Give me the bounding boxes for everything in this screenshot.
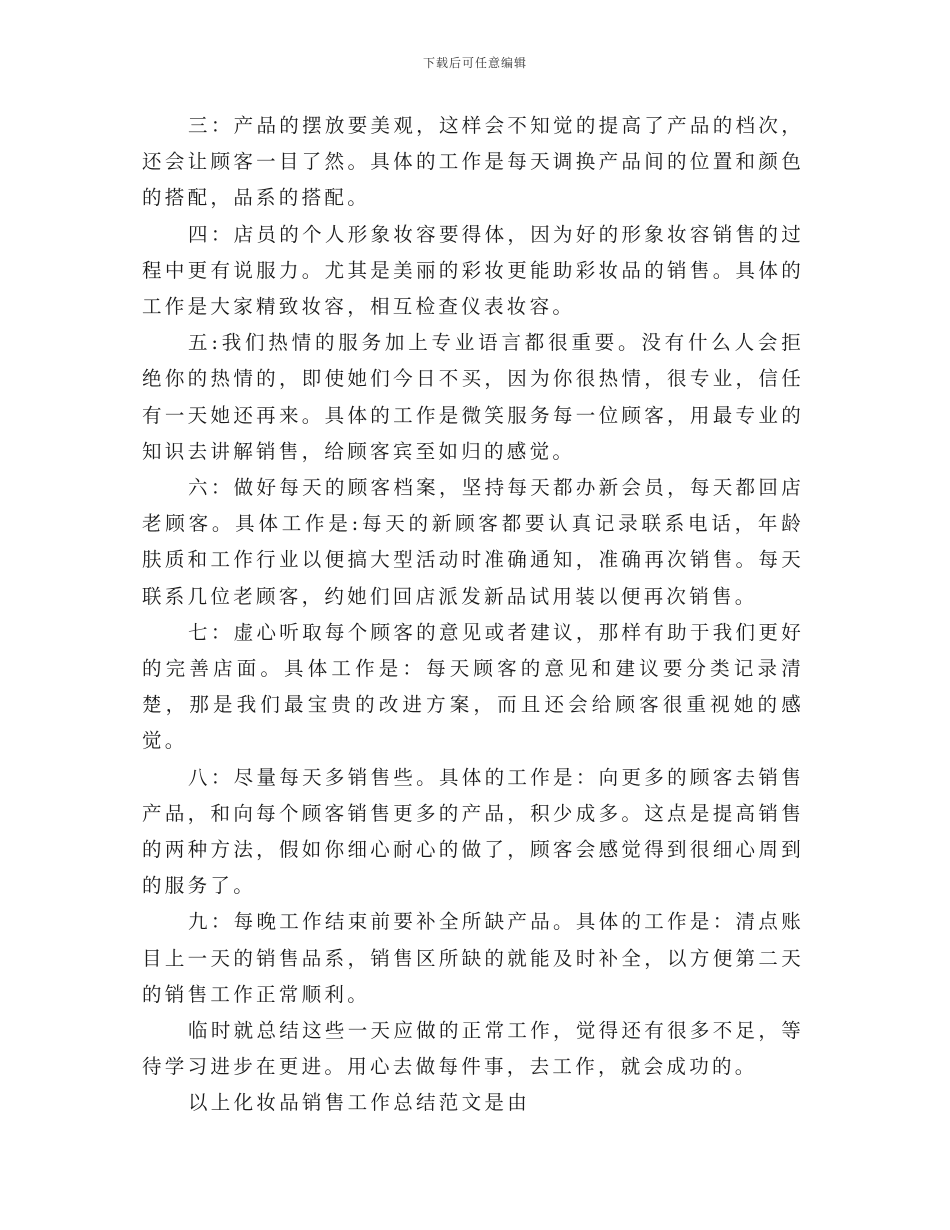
paragraph-5: 五:我们热情的服务加上专业语言都很重要。没有什么人会拒绝你的热情的，即使她们今日不买，因为你很热情，很专业，信任有一天她还再来。具体的工作是微笑服务每一位顾客，用最专业的知识去讲解销售，给顾客宾至如归的感觉。 (142, 331, 804, 463)
paragraph-9: 九：每晚工作结束前要补全所缺产品。具体的工作是：清点账目上一天的销售品系，销售区所缺的就能及时补全，以方便第二天的销售工作正常顺利。 (142, 910, 804, 1006)
document-body (142, 108, 804, 1122)
paragraph-6: 六：做好每天的顾客档案，坚持每天都办新会员，每天都回店老顾客。具体工作是:每天的新顾客都要认真记录联系电话，年龄肤质和工作行业以便搞大型活动时准确通知，准确再次销售。每天联系几位老顾客，约她们回店派发新品试用装以便再次销售。 (142, 476, 804, 608)
paragraph-closing: 以上化妆品销售工作总结范文是由 (188, 1091, 531, 1115)
paragraph-8: 八：尽量每天多销售些。具体的工作是：向更多的顾客去销售产品，和向每个顾客销售更多的产品，积少成多。这点是提高销售的两种方法，假如你细心耐心的做了，顾客会感觉得到很细心周到的服务了。 (142, 765, 804, 898)
paragraph-4: 四：店员的个人形象妆容要得体，因为好的形象妆容销售的过程中更有说服力。尤其是美丽的彩妆更能助彩妆品的销售。具体的工作是大家精致妆容，相互检查仪表妆容。 (142, 222, 804, 319)
page-header: 下载后可任意编辑 (422, 56, 527, 70)
paragraph-7: 七：虚心听取每个顾客的意见或者建议，那样有助于我们更好的完善店面。具体工作是：每天顾客的意见和建议要分类记录清楚，那是我们最宝贵的改进方案，而且还会给顾客很重视她的感觉。 (142, 620, 804, 753)
paragraph-summary: 临时就总结这些一天应做的正常工作，觉得还有很多不足，等待学习进步在更进。用心去做每件事，去工作，就会成功的。 (142, 1019, 804, 1079)
paragraph-3: 三：产品的摆放要美观，这样会不知觉的提高了产品的档次，还会让顾客一目了然。具体的工作是每天调换产品间的位置和颜色的搭配，品系的搭配。 (142, 114, 804, 210)
